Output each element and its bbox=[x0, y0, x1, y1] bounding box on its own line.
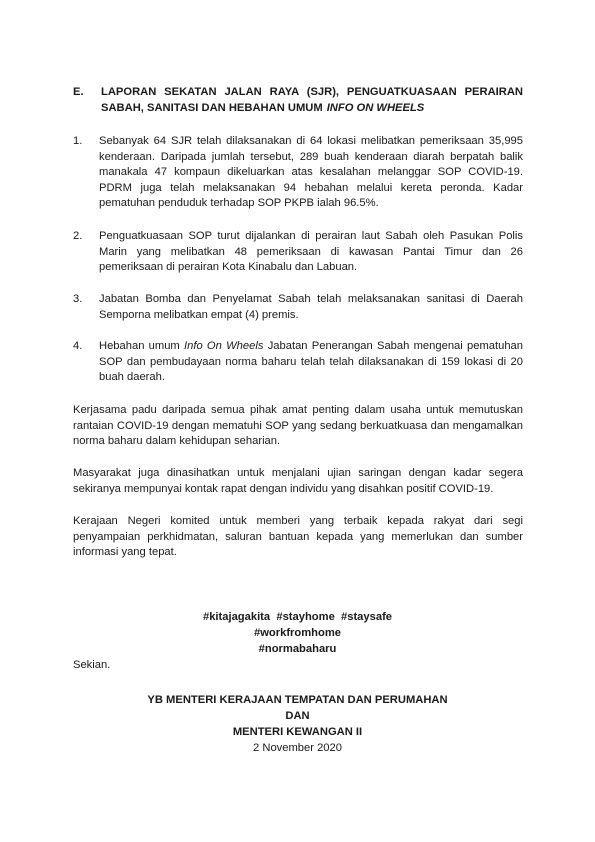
list-item bbox=[73, 134, 523, 212]
list-item-number: 2. bbox=[73, 230, 83, 242]
list-item-text bbox=[99, 339, 523, 386]
section-title bbox=[101, 85, 523, 116]
list-item-number: 3. bbox=[73, 293, 83, 305]
signatory-title: YB MENTERI KERAJAAN TEMPATAN DAN PERUMAHAN bbox=[147, 694, 448, 706]
body-paragraph: Kerjasama padu daripada semua pihak amat penting dalam usaha untuk memutuskan rantaian COVID-19 dengan mematuhi SOP yang sedang berkuatkuasa dan mengamalkan norma baharu dalam kehidupan seharian. bbox=[73, 404, 523, 447]
section-heading bbox=[73, 85, 523, 116]
hashtags-line: #kitajagakita #stayhome #staysafe bbox=[202, 611, 393, 623]
hashtags-line: #workfromhome bbox=[253, 627, 342, 639]
document-date: 2 November 2020 bbox=[253, 742, 342, 754]
hashtags-line: #normabaharu bbox=[258, 643, 337, 655]
signatory-conjunction: DAN bbox=[285, 710, 310, 722]
list-item-text-italic: Info On Wheels bbox=[184, 340, 264, 352]
section-title-text: LAPORAN SEKATAN JALAN RAYA (SJR), PENGUATKUASAAN PERAIRAN SABAH, SANITASI DAN HEBAHAN UMUM bbox=[101, 86, 523, 114]
list-item-text: Jabatan Bomba dan Penyelamat Sabah telah melaksanakan sanitasi di Daerah Semporna melibatkan empat (4) premis. bbox=[99, 293, 523, 321]
body-paragraph: Kerajaan Negeri komited untuk memberi yang terbaik kepada rakyat dari segi penyampaian perkhidmatan, saluran bantuan kepada yang memerlukan dan sumber informasi yang tepat. bbox=[73, 515, 523, 558]
list-item-text-start: Hebahan umum bbox=[99, 340, 185, 352]
list-item-text-end: Jabatan Penerangan Sabah mengenai pematuhan SOP dan pembudayaan norma baharu telah telah dilaksanakan di 159 lokasi di 20 buah daerah. bbox=[99, 340, 523, 383]
list-item-number: 4. bbox=[73, 340, 83, 352]
section-letter: E. bbox=[73, 86, 84, 98]
list-item bbox=[73, 292, 523, 323]
closing-text: Sekian. bbox=[73, 659, 111, 671]
list-item bbox=[73, 229, 523, 276]
list-item-number: 1. bbox=[73, 135, 83, 147]
signatory-title: MENTERI KEWANGAN II bbox=[232, 726, 363, 738]
list-item-text: Penguatkuasaan SOP turut dijalankan di perairan laut Sabah oleh Pasukan Polis Marin yang melibatkan 48 pemeriksaan di kawasan Pantai Timur dan 26 pemeriksaan di perairan Kota Kinabalu dan Labuan. bbox=[99, 230, 523, 273]
list-item-text: Sebanyak 64 SJR telah dilaksanakan di 64 lokasi melibatkan pemeriksaan 35,995 kenderaan. Daripada jumlah tersebut, 289 buah kenderaan diarah berpatah balik manakala 47 kompaun dikeluarkan atas kesalahan melanggar SOP COVID-19. PDRM juga telah melaksanakan 94 hebahan melalui kereta peronda. Kadar pematuhan penduduk terhadap SOP PKPB ialah 96.5%. bbox=[99, 135, 523, 209]
body-paragraph: Masyarakat juga dinasihatkan untuk menjalani ujian saringan dengan kadar segera sekiranya mempunyai kontak rapat dengan individu yang disahkan positif COVID-19. bbox=[73, 467, 523, 495]
list-item bbox=[73, 339, 523, 386]
section-title-italic: INFO ON WHEELS bbox=[326, 101, 425, 114]
